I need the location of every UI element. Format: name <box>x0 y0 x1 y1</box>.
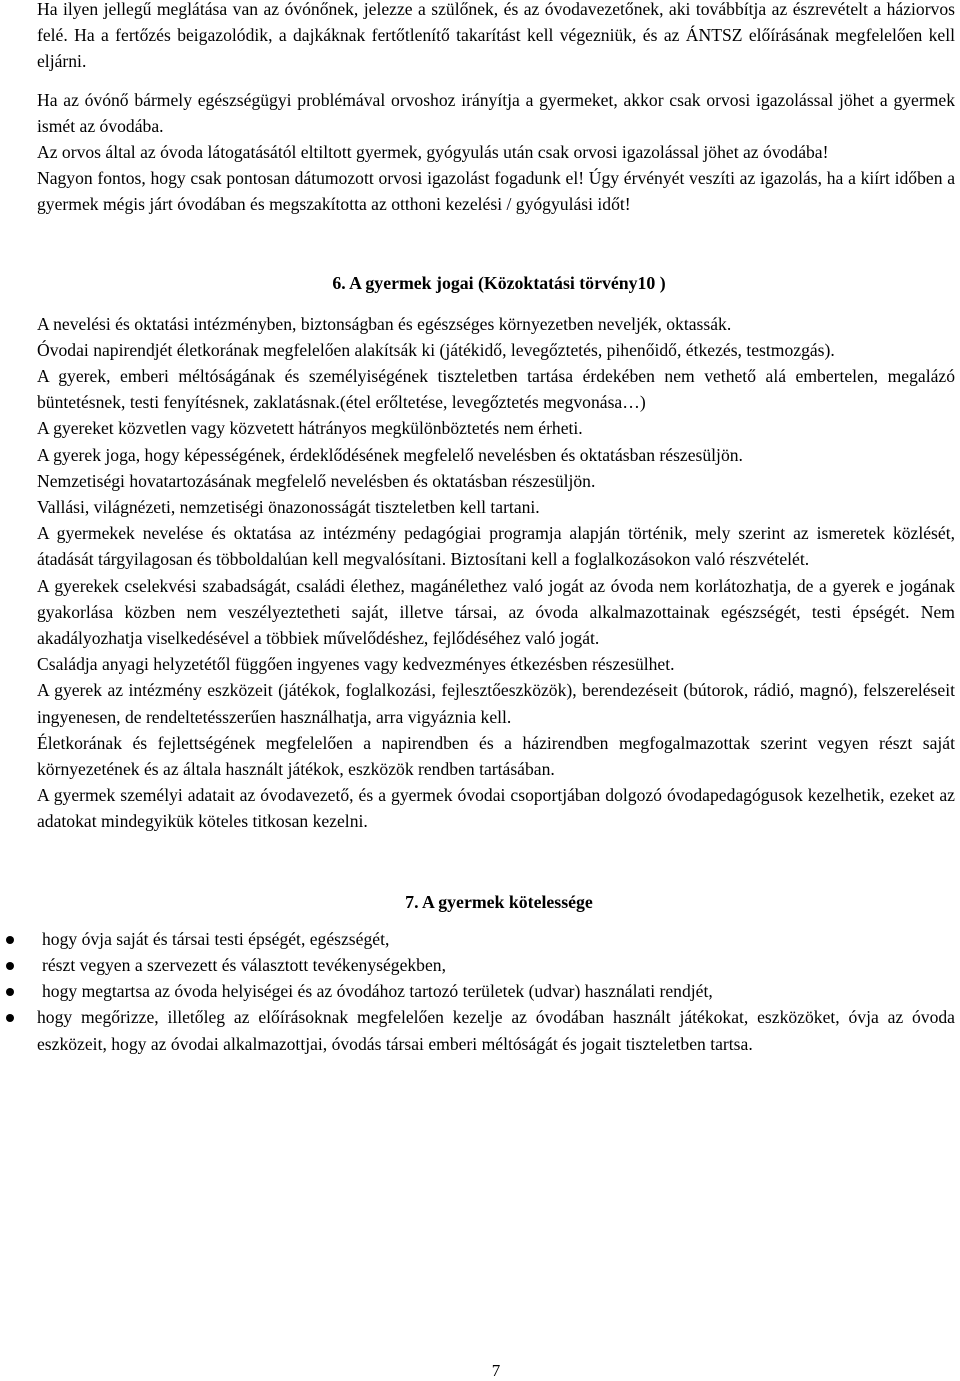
bullet-icon <box>6 1014 14 1022</box>
rights-paragraph: A gyerek az intézmény eszközeit (játékok, foglalkozási, fejlesztőeszközök), berendezéseit (bútorok, rádió, magnó), felszereléseit ingyenesen, de rendeltetésszerűen használhatja, arra vigyáznia kell. <box>37 680 955 727</box>
rights-list <box>37 311 955 835</box>
list-item <box>0 978 955 1004</box>
rights-paragraph: Életkorának és fejlettségének megfelelően a napirendben és a házirendben megfogalmazottak szerint vegyen részt saját környezetének és az általa használt játékok, eszközök rendben tartásában. <box>37 732 955 780</box>
list-item <box>0 926 955 952</box>
rights-paragraph: Óvodai napirendjét életkorának megfelelően alakítsák ki (játékidő, levegőztetés, pihenőidő, étkezés, testmozgás). <box>37 339 835 360</box>
duty-text: részt vegyen a szervezett és választott tevékenységekben, <box>42 954 446 975</box>
bullet-icon <box>6 988 14 996</box>
section-6-law-reference: (Közoktatási törvény10 ) <box>473 272 666 293</box>
rights-paragraph: A gyermek személyi adatait az óvodavezető, és a gyermek óvodai csoportjában dolgozó óvodapedagógusok kezelhetik, ezeket az adatokat mindegyikük köteles titkosan kezelni. <box>37 785 955 832</box>
duty-text: hogy megtartsa az óvoda helyiségei és az óvodához tartozó területek (udvar) használati rendjét, <box>42 981 713 1002</box>
bullet-icon <box>6 936 14 944</box>
duty-text: hogy megőrizze, illetőleg az előírásoknak megfelelően kezelje az óvodában használt játékokat, eszközöket, óvja az óvoda eszközeit, hogy az óvodai alkalmazottjai, óvodás társai emberi méltóságát és jogait tiszteletben tartsa. <box>37 1007 955 1054</box>
rights-paragraph: A gyermekek nevelése és oktatása az intézmény pedagógiai programja alapján történik, mely szerint az ismeretek közlését, átadását tárgyilagosan és többoldalúan kell megvalósítani. Biztosítani kell a foglalkozásokon való részvételét. <box>37 523 955 570</box>
rights-paragraph: A gyereket közvetlen vagy közvetett hátrányos megkülönböztetés nem érheti. <box>37 418 583 439</box>
duty-text: hogy óvja saját és társai testi épségét, egészségét, <box>42 928 390 949</box>
list-item <box>0 952 955 978</box>
section-6-title: 6. A gyermek jogai <box>332 272 474 293</box>
rights-paragraph: Vallási, világnézeti, nemzetiségi önazonosságát tiszteletben kell tartani. <box>37 497 540 518</box>
rights-paragraph: Családja anyagi helyzetétől függően ingyenes vagy kedvezményes étkezésben részesülhet. <box>37 654 675 675</box>
paragraph-dated-certificate: Nagyon fontos, hogy csak pontosan dátumozott orvosi igazolást fogadunk el! Úgy érvényét veszíti az igazolás, ha a kiírt időben a gyermek mégis járt óvodában és megszakította az otthoni kezelési / gyógyulási időt! <box>37 168 955 215</box>
list-item <box>0 1004 955 1056</box>
document-page <box>37 0 955 1057</box>
rights-paragraph: A nevelési és oktatási intézményben, biztonságban és egészséges környezetben neveljék, oktassák. <box>37 313 732 334</box>
duties-list <box>0 926 955 1057</box>
rights-paragraph: A gyerek, emberi méltóságának és személyiségének tiszteletben tartása érdekében nem vethető alá embertelen, megalázó büntetésnek, testi fenyítésnek, zaklatásnak.(étel erőltetése, levegőztetés megvonása…) <box>37 366 955 413</box>
section-7-title: 7. A gyermek kötelessége <box>405 891 593 912</box>
paragraph-doctor-ban: Az orvos által az óvoda látogatásától eltiltott gyermek, gyógyulás után csak orvosi igazolással jöhet az óvodába! <box>37 142 829 163</box>
rights-paragraph: A gyerek joga, hogy képességének, érdeklődésének megfelelő nevelésben és oktatásban részesüljön. <box>37 444 743 465</box>
paragraph-medical-certificate: Ha az óvónő bármely egészségügyi problémával orvoshoz irányítja a gyermeket, akkor csak orvosi igazolással jöhet a gyermek ismét az óvodába. <box>37 89 955 136</box>
section-7-heading <box>37 889 955 915</box>
paragraph-infection-notice: Ha ilyen jellegű meglátása van az óvónőnek, jelezze a szülőnek, és az óvodavezetőnek, aki továbbítja az észrevételt a háziorvos felé. Ha a fertőzés beigazolódik, a dajkáknak fertőtlenítő takarítást kell végezniük, és az ÁNTSZ előírásának megfelelően kell eljárni. <box>37 0 955 72</box>
section-6-heading <box>37 270 955 296</box>
page-number: 7 <box>491 1361 501 1380</box>
rights-paragraph: Nemzetiségi hovatartozásának megfelelő nevelésben és oktatásban részesüljön. <box>37 470 596 491</box>
rights-paragraph: A gyerekek cselekvési szabadságát, családi élethez, magánélethez való jogát az óvoda nem korlátozhatja, de a gyerek e jogának gyakorlása közben nem veszélyeztetheti saját, illetve társai, az óvoda alkalmazottainak egészségét, testi épségét. Nem akadályozhatja viselkedésével a többiek művelődéshez, fejlődéséhez való jogát. <box>37 575 955 649</box>
bullet-icon <box>6 962 14 970</box>
